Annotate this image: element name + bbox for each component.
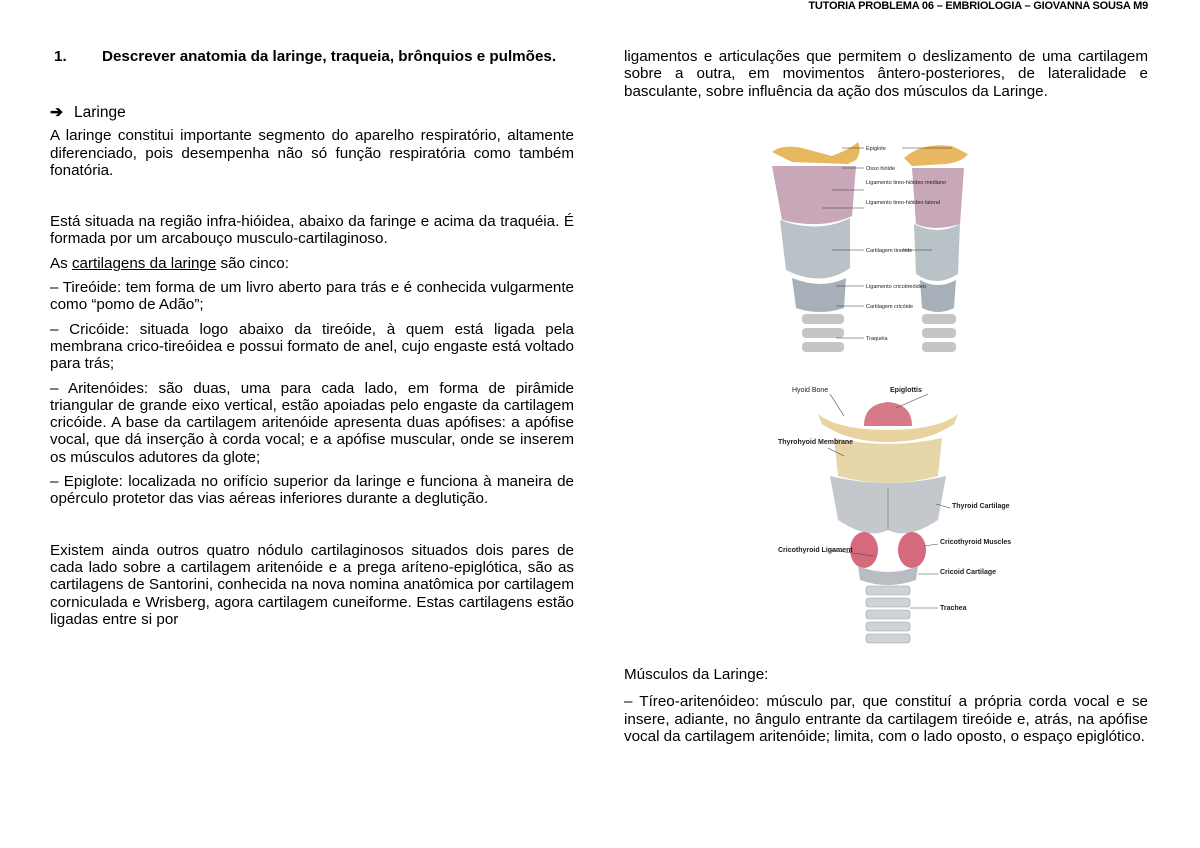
paragraph: – Epiglote: localizada no orifício superior da laringe e funciona à maneira de opérculo protetor das vias aéreas inferiores durante a deglutição. (50, 473, 574, 508)
label-epiglottis: Epiglottis (890, 387, 922, 394)
label-thyroid: Thyroid Cartilage (952, 503, 1010, 510)
paragraph: A laringe constitui importante segmento do aparelho respiratório, altamente diferenciado, pois desempenha não só função respiratória como também fonatória. (50, 127, 574, 179)
paragraph: Está situada na região infra-hióidea, abaixo da faringe e acima da traquéia. É formada por um arcabouço musculo-cartilaginoso. (50, 213, 574, 248)
trachea-rings (866, 586, 910, 643)
left-column (50, 48, 574, 628)
paragraph: – Tíreo-aritenóideo: músculo par, que constituí a própria corda vocal e se insere, adiante, no ângulo entrante da cartilagem tireóide e, atrás, na apófise vocal da cartilagem aritenóide; limita, com o lado oposto, o espaço epiglótico. (624, 693, 1148, 745)
heading-number: 1. (54, 48, 67, 65)
fig1-label: Ligamento cricotireóideo (866, 284, 926, 290)
fig1-label: Osso hióide (866, 166, 896, 172)
fig1-label: Epiglote (866, 146, 886, 152)
paragraph: – Tireóide: tem forma de um livro aberto para trás e é conhecida vulgarmente como “pomo de Adão”; (50, 279, 574, 314)
p3-prefix: As (50, 254, 72, 272)
label-cricothyroid-ligament: Cricothyroid Ligament (778, 547, 853, 554)
fig1-label: Ligamento tireo-hióideo lateral (866, 200, 940, 206)
fig1-label: Cartilagem tireóide (866, 248, 913, 254)
arrow-right-icon: ➔ (50, 104, 63, 122)
p3-suffix: são cinco: (216, 254, 289, 272)
subheading-laringe (50, 103, 574, 122)
page-header: TUTORIA PROBLEMA 06 – EMBRIOLOGIA – GIOVANNA SOUSA M9 (808, 0, 1148, 12)
paragraph: Existem ainda outros quatro nódulo cartilaginosos situados dois pares de cada lado sobre a cartilagem aritenóide e a prega aríteno-epiglótica, são as cartilagens de Santorini, conhecida na nova nomina anatômica por cartilagem corniculada e Wrisberg, agora cartilagem cuneiforme. Estas cartilagens estão ligadas entre si por (50, 541, 574, 628)
right-column-bottom (624, 666, 1148, 745)
paragraph: – Cricóide: situada logo abaixo da tireóide, à quem está ligada pela membrana crico-tireóidea e possui formato de anel, cujo engaste está voltado para trás; (50, 320, 574, 373)
subheading-text: Laringe (74, 104, 126, 122)
paragraph: – Aritenóides: são duas, uma para cada lado, em forma de pirâmide triangular de grande eixo vertical, estão apoiadas pelo engaste da cartilagem cricóide. A base da cartilagem aritenóide apresenta duas apófises: a apófise vocal, que dá inserção à corda vocal; e a apófise muscular, onde se inserem os músculos adutores da glote; (50, 379, 574, 466)
muscles-title: Músculos da Laringe: (624, 666, 769, 683)
paragraph: ligamentos e articulações que permitem o deslizamento de uma cartilagem sobre a outra, em movimentos ântero-posteriores, de lateralidade e basculante, sobre influência da ação dos músculos da Laringe. (624, 48, 1148, 100)
larynx-cartilages-figure (762, 138, 974, 370)
label-cricoid: Cricoid Cartilage (940, 569, 997, 576)
label-hyoid: Hyoid Bone (792, 387, 829, 394)
larynx-front-view (772, 142, 860, 352)
fig1-label: Ligamento tireo-hióideo mediano (866, 180, 947, 186)
right-column (624, 48, 1148, 100)
paragraph (50, 255, 574, 272)
cartilagens-link: cartilagens da laringe (71, 254, 217, 272)
label-trachea: Trachea (940, 605, 967, 612)
section-heading (50, 48, 574, 65)
larynx-back-view (904, 145, 968, 352)
fig1-label: Traquéia (866, 336, 888, 342)
epiglottis-shape (864, 402, 912, 426)
heading-text: Descrever anatomia da laringe, traqueia, brônquios e pulmões. (102, 48, 557, 65)
label-cricothyroid-muscles: Cricothyroid Muscles (940, 539, 1012, 546)
larynx-anterior-figure (778, 380, 1012, 650)
fig1-label: Cartilagem cricóide (866, 304, 914, 310)
label-thyrohyoid: Thyrohyoid Membrane (778, 439, 854, 446)
